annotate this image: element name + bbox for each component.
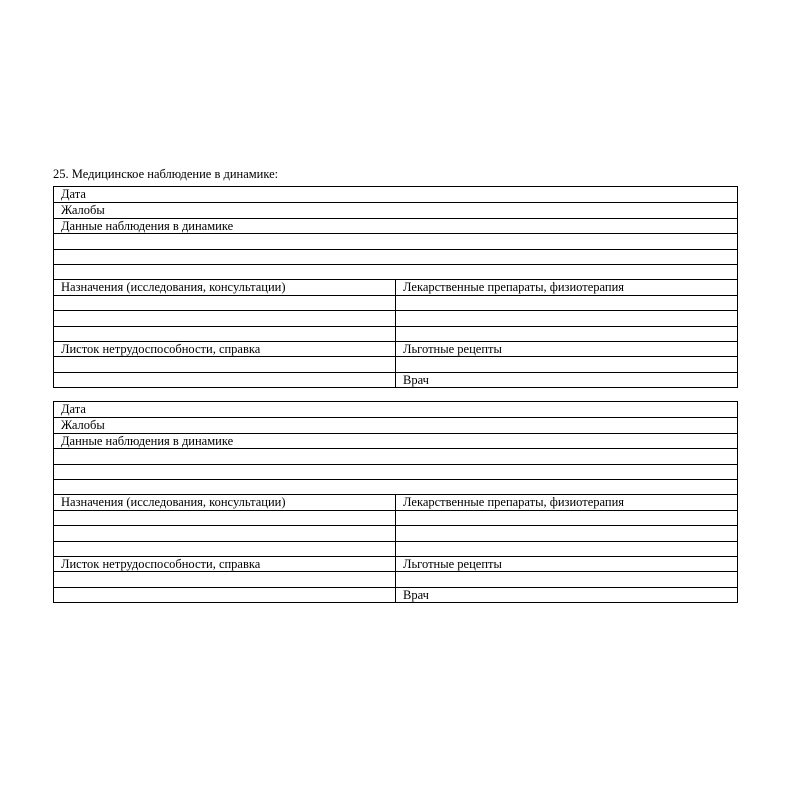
doctor-label: Врач [403, 587, 429, 602]
blank-cell[interactable] [54, 373, 396, 387]
prescriptions-blank-row[interactable] [54, 326, 737, 341]
observation-blank-row[interactable] [54, 249, 737, 264]
complaints-row [54, 417, 737, 432]
prescriptions-blank-row[interactable] [54, 510, 737, 525]
observation-blank-row[interactable] [54, 464, 737, 479]
prescriptions-label: Назначения (исследования, консультации) [54, 280, 396, 294]
observation-row [54, 218, 737, 233]
blank-cell[interactable] [396, 296, 737, 310]
date-label: Дата [61, 187, 86, 201]
prescriptions-label: Назначения (исследования, консультации) [54, 495, 396, 509]
date-row [54, 187, 737, 202]
prescriptions-header-row [54, 494, 737, 509]
prescriptions-blank-row[interactable] [54, 541, 737, 556]
sick-leave-label: Листок нетрудоспособности, справка [54, 342, 396, 356]
doctor-label: Врач [403, 372, 429, 387]
blank-cell[interactable] [54, 449, 737, 463]
observation-blank-row[interactable] [54, 479, 737, 494]
preferential-recipes-label: Льготные рецепты [403, 341, 502, 356]
medications-label: Лекарственные препараты, физиотерапия [403, 280, 625, 295]
blank-cell[interactable] [396, 327, 737, 341]
blank-cell[interactable] [54, 511, 396, 525]
preferential-recipes-label: Льготные рецепты [403, 556, 502, 571]
blank-cell[interactable] [54, 542, 396, 556]
blank-cell[interactable] [54, 250, 737, 264]
observation-form-block [53, 401, 738, 603]
complaints-label: Жалобы [61, 418, 105, 433]
complaints-label: Жалобы [61, 203, 105, 218]
doctor-row [54, 587, 737, 602]
observation-form-block [53, 186, 738, 388]
sick-leave-header-row [54, 341, 737, 356]
blank-cell[interactable] [54, 480, 737, 494]
blank-cell[interactable] [54, 357, 396, 371]
blank-cell[interactable] [54, 311, 396, 325]
doctor-row [54, 372, 737, 387]
blank-cell[interactable] [396, 311, 737, 325]
page-title: 25. Медицинское наблюдение в динамике: [53, 167, 279, 181]
prescriptions-header-row [54, 279, 737, 294]
prescriptions-blank-row[interactable] [54, 310, 737, 325]
sick-leave-blank-row[interactable] [54, 571, 737, 586]
observation-blank-row[interactable] [54, 264, 737, 279]
medications-label: Лекарственные препараты, физиотерапия [403, 495, 625, 510]
blank-cell[interactable] [54, 234, 737, 248]
blank-cell[interactable] [54, 526, 396, 540]
sick-leave-label: Листок нетрудоспособности, справка [54, 557, 396, 571]
sick-leave-blank-row[interactable] [54, 356, 737, 371]
blank-cell[interactable] [396, 526, 737, 540]
observation-blank-row[interactable] [54, 233, 737, 248]
observation-row [54, 433, 737, 448]
blank-cell[interactable] [54, 265, 737, 279]
blank-cell[interactable] [396, 542, 737, 556]
blank-cell[interactable] [54, 465, 737, 479]
blank-cell[interactable] [396, 572, 737, 586]
blank-cell[interactable] [54, 572, 396, 586]
blank-cell[interactable] [54, 327, 396, 341]
date-label: Дата [61, 402, 86, 416]
blank-cell[interactable] [396, 357, 737, 371]
sick-leave-header-row [54, 556, 737, 571]
prescriptions-blank-row[interactable] [54, 525, 737, 540]
observation-label: Данные наблюдения в динамике [61, 433, 234, 448]
complaints-row [54, 202, 737, 217]
observation-label: Данные наблюдения в динамике [61, 218, 234, 233]
observation-blank-row[interactable] [54, 448, 737, 463]
prescriptions-blank-row[interactable] [54, 295, 737, 310]
date-row [54, 402, 737, 417]
blank-cell[interactable] [54, 588, 396, 602]
blank-cell[interactable] [54, 296, 396, 310]
blank-cell[interactable] [396, 511, 737, 525]
